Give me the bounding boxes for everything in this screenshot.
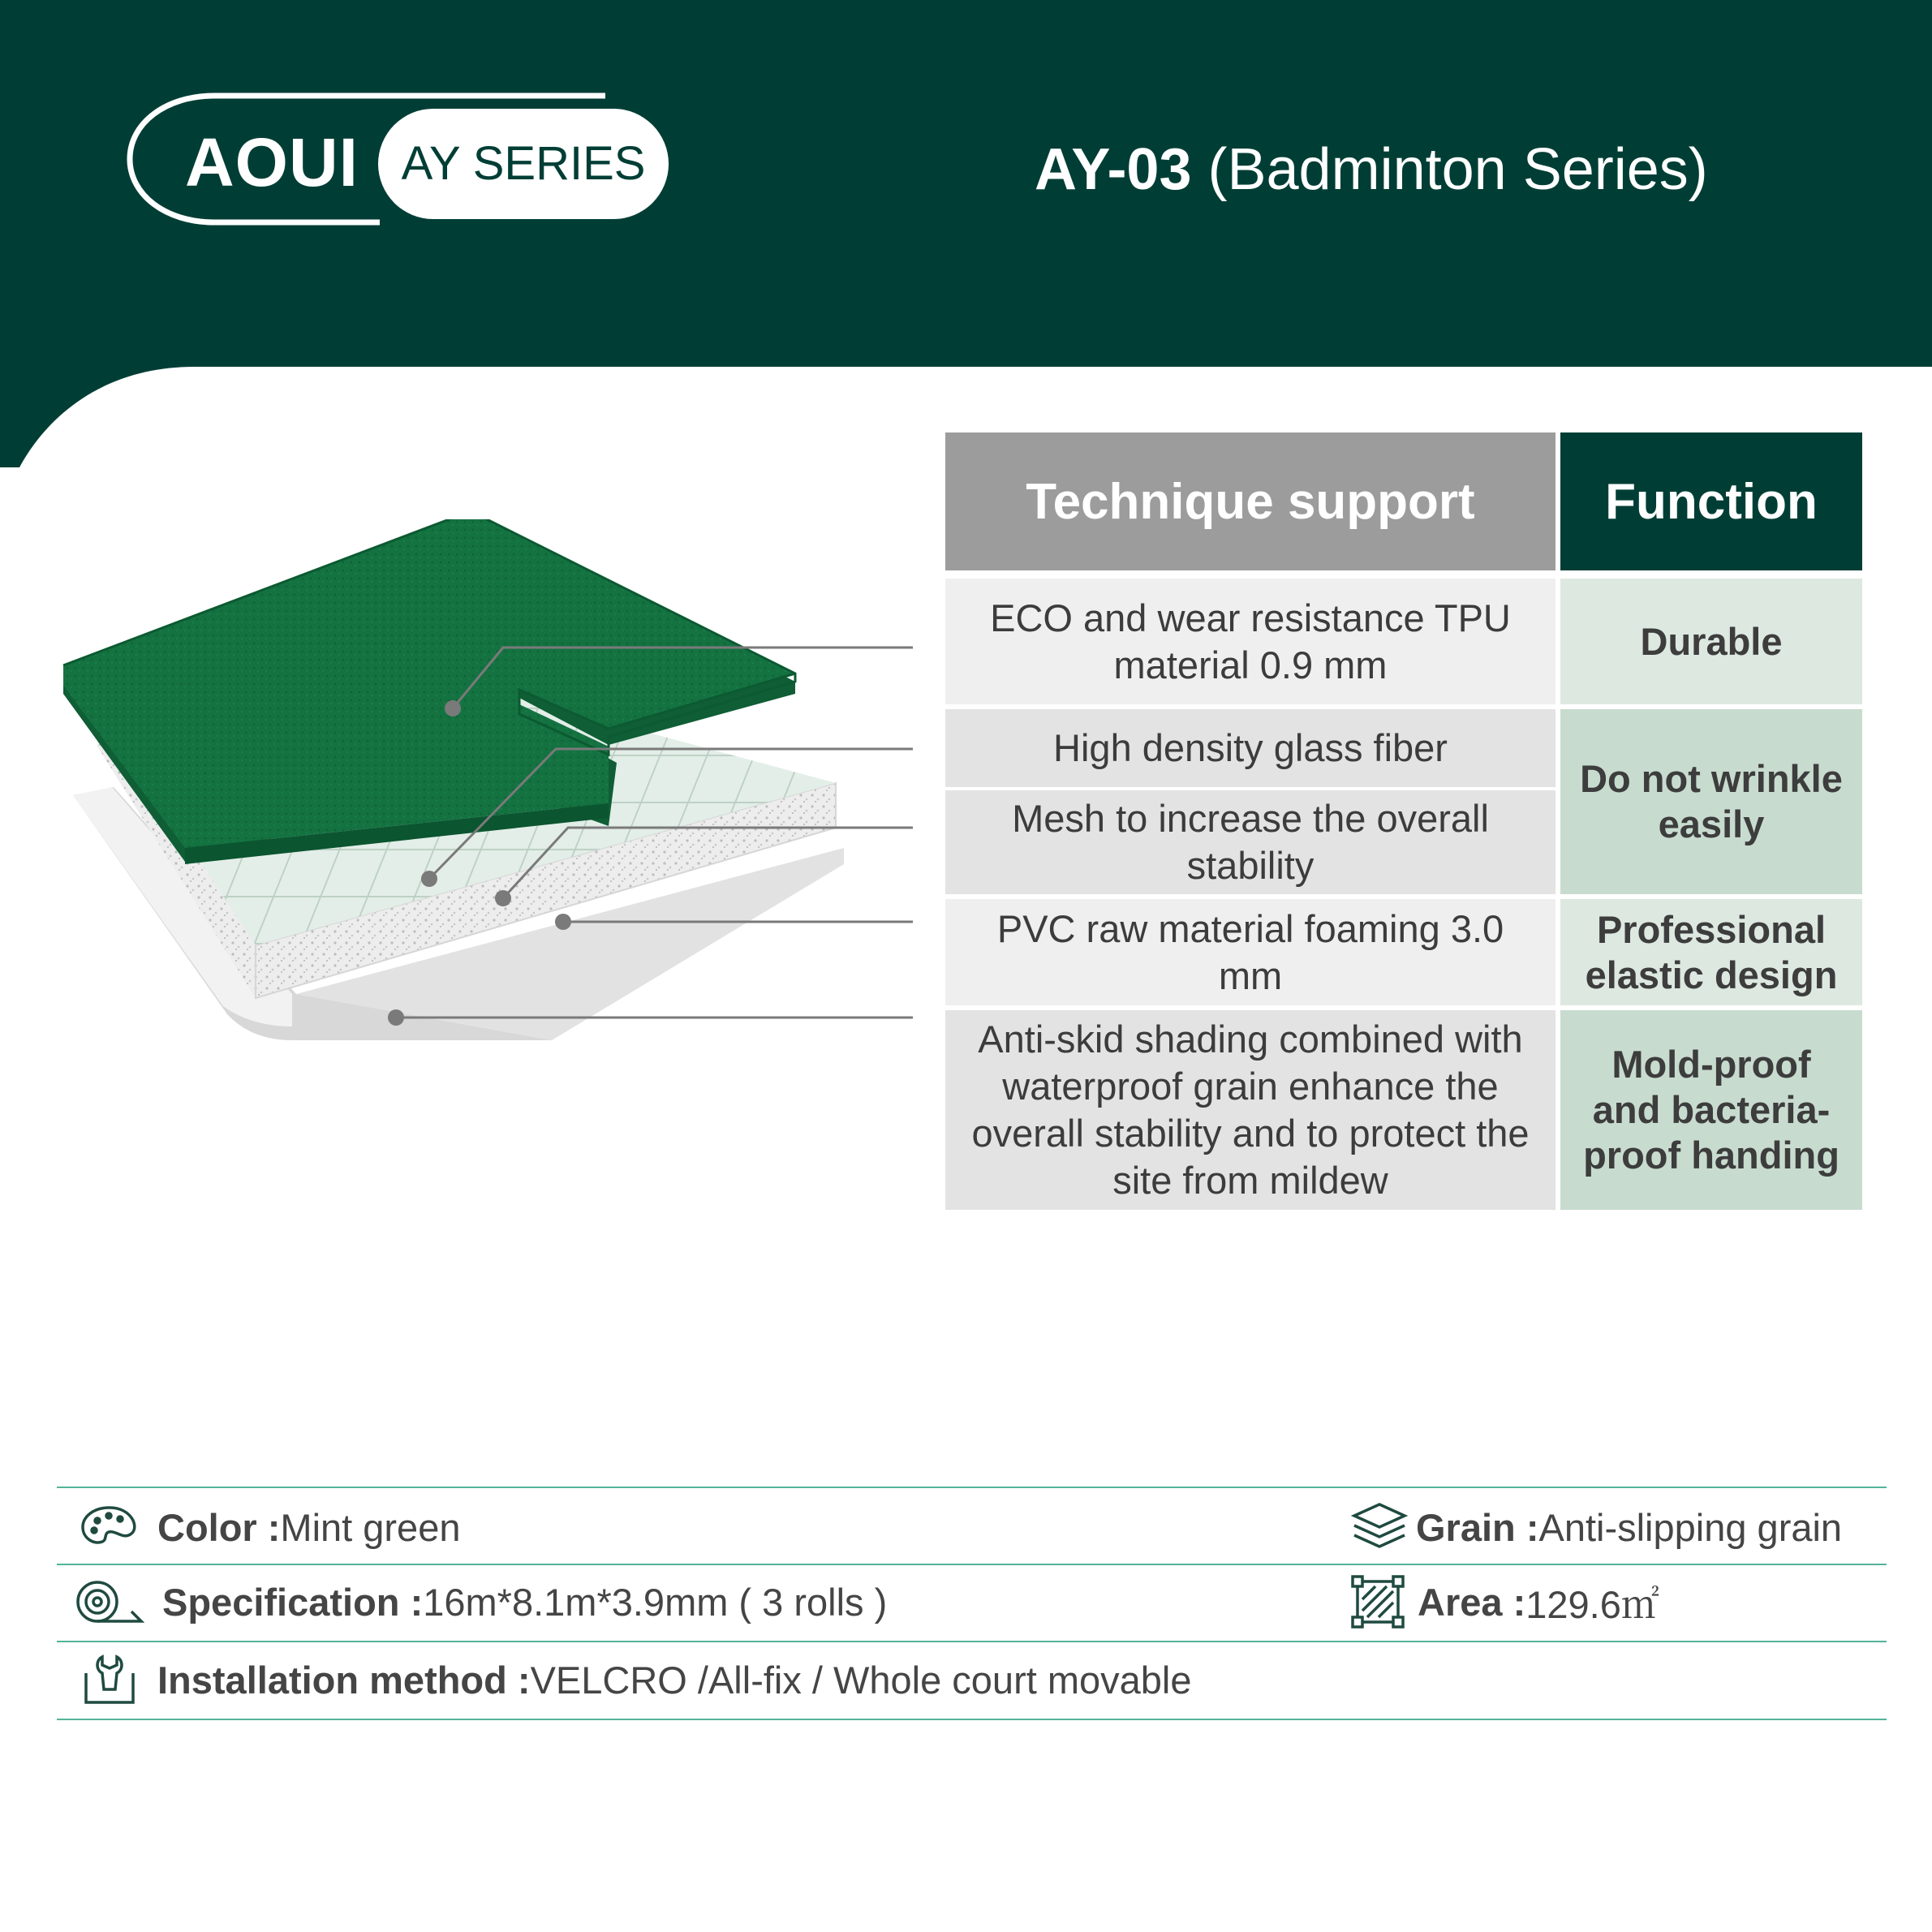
palette-icon [80,1504,140,1550]
divider [57,1719,1887,1720]
logo-brand: AOUI [185,124,359,200]
installation-key: Installation method : [157,1658,531,1702]
divider [57,1487,1887,1488]
product-code: AY-03 [1035,137,1192,202]
layers-icon [1351,1501,1408,1553]
property-grain [1351,1501,1842,1553]
property-area [1351,1576,1659,1628]
installation-value: VELCRO /All-fix / Whole court movable [530,1658,1192,1702]
color-value: Mint green [280,1505,461,1549]
technique-cell: High density glass fiber [945,709,1555,787]
property-installation [80,1654,1192,1706]
header-function: Function [1560,432,1862,570]
technique-cell: ECO and wear resistance TPU material 0.9 mm [945,579,1555,704]
property-specification [75,1576,887,1628]
function-cell: Do not wrinkle easily [1560,709,1862,894]
area-value: 129.6㎡ [1525,1582,1659,1626]
area-icon [1351,1575,1405,1629]
product-series: (Badminton Series) [1191,137,1708,202]
logo [127,91,695,227]
logo-series: AY SERIES [401,137,646,190]
function-cell: Mold-proof and bacteria-proof handing [1560,1010,1862,1210]
specification-value: 16m*8.1m*3.9mm ( 3 rolls ) [423,1580,888,1624]
product-properties [57,1487,1887,1722]
function-cell: Durable [1560,579,1862,704]
header-technique: Technique support [945,432,1555,570]
color-key: Color : [157,1505,281,1549]
technique-cell: Anti-skid shading combined with waterproof grain enhance the overall stability and to protect the site from mildew [945,1010,1555,1210]
technique-cell: Mesh to increase the overall stability [945,790,1555,894]
area-key: Area : [1418,1580,1526,1624]
grain-key: Grain : [1416,1505,1539,1549]
technique-cell: PVC raw material foaming 3.0 mm [945,899,1555,1005]
wrench-icon [80,1654,140,1706]
page-title [1035,136,1708,203]
divider [57,1641,1887,1642]
function-cell: Professional elastic design [1560,899,1862,1005]
divider [57,1564,1887,1565]
property-color [80,1501,460,1553]
layer-diagram [49,519,925,1087]
logo-series-pill [378,109,669,219]
grain-value: Anti-slipping grain [1538,1505,1843,1549]
specification-key: Specification : [162,1580,424,1624]
roll-icon [75,1579,144,1624]
